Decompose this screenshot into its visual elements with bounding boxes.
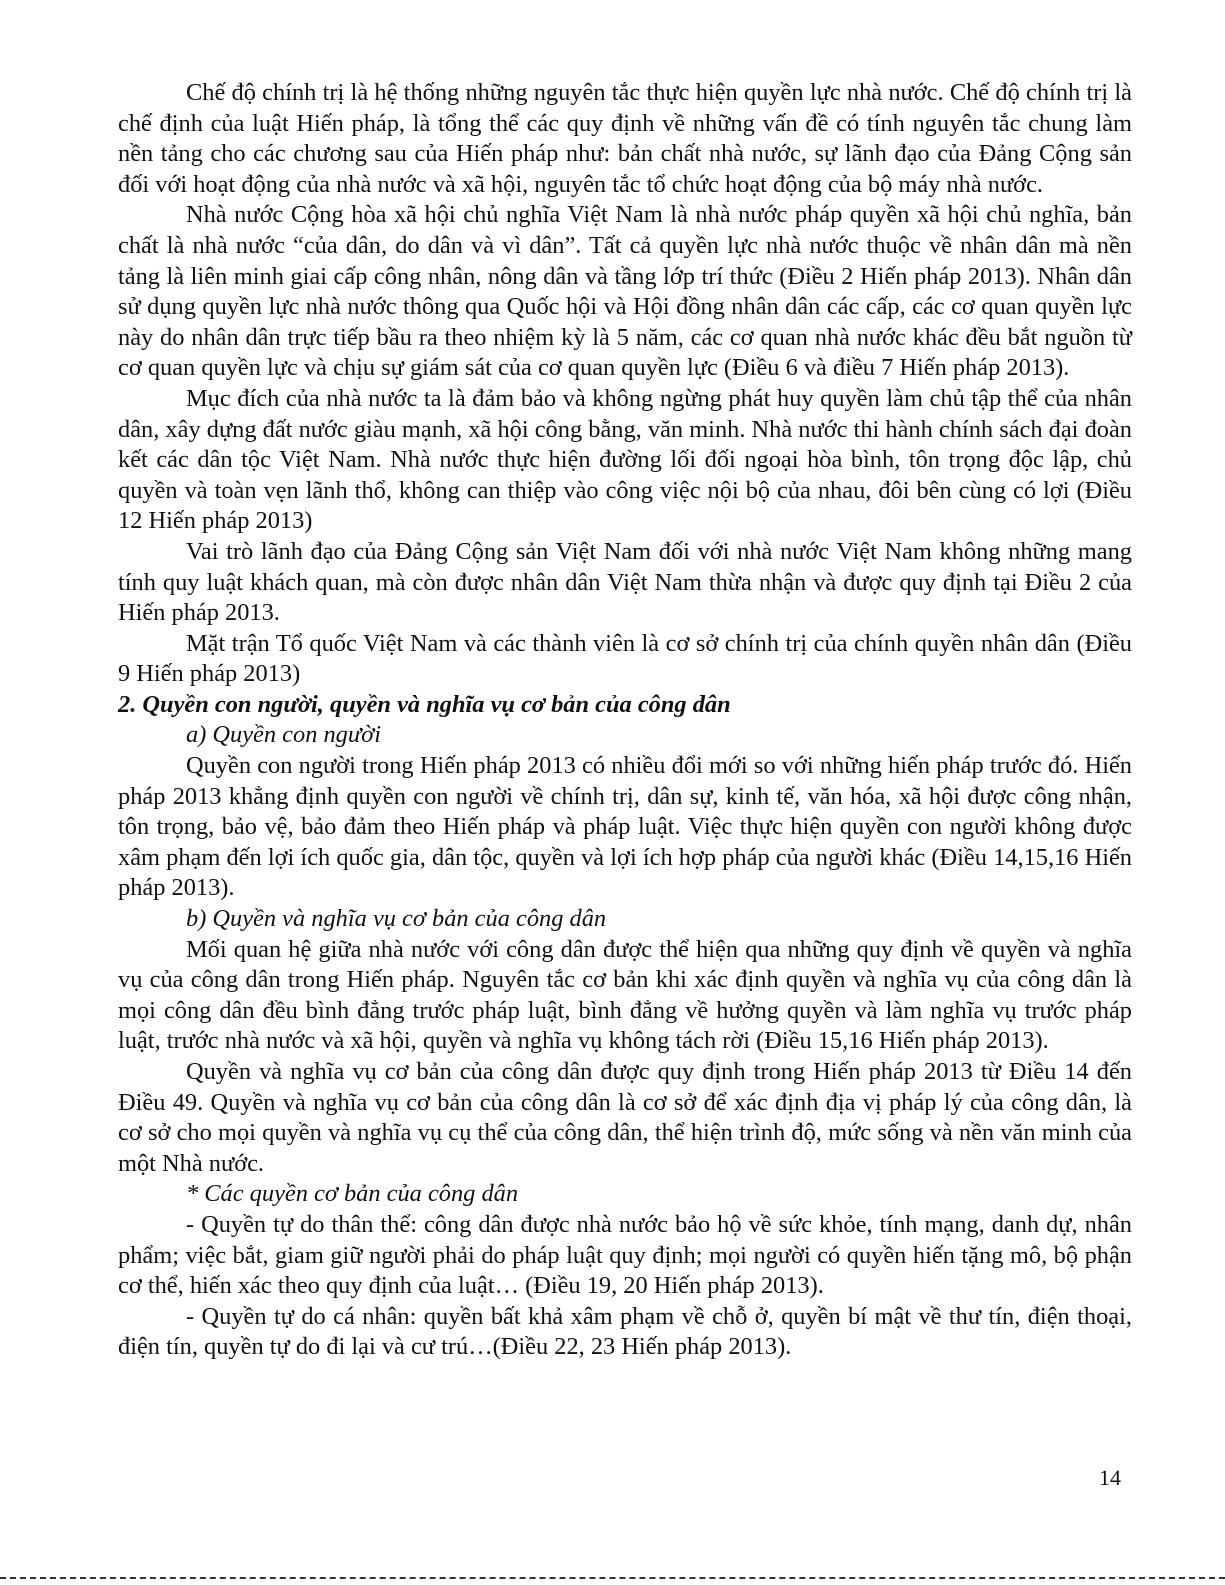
subheading-human-rights: a) Quyền con người: [186, 721, 381, 749]
paragraph-party-role: Vai trò lãnh đạo của Đảng Cộng sản Việt Nam đối với nhà nước Việt Nam không những mang tính quy luật khách quan, mà còn được nhân dân Việt Nam thừa nhận và được quy định tại Điều 2 của Hiến pháp 2013.: [118, 537, 1132, 627]
paragraph-political-regime: Chế độ chính trị là hệ thống những nguyên tắc thực hiện quyền lực nhà nước. Chế độ chính trị là chế định của luật Hiến pháp, là tổng thể các quy định về những vấn đề có tính nguyên tắc chung làm nền tảng cho các chương sau của Hiến pháp như: bản chất nhà nước, sự lãnh đạo của Đảng Cộng sản đối với hoạt động của nhà nước và xã hội, nguyên tắc tổ chức hoạt động của bộ máy nhà nước.: [118, 79, 1132, 198]
page-number: 14: [1099, 1465, 1121, 1490]
paragraph-human-rights: Quyền con người trong Hiến pháp 2013 có nhiều đổi mới so với những hiến pháp trước đó. Hiến pháp 2013 khẳng định quyền con người về chính trị, dân sự, kinh tế, văn hóa, xã hội được công nhận, tôn trọng, bảo vệ, bảo đảm theo Hiến pháp và pháp luật. Việc thực hiện quyền con người không được xâm phạm đến lợi ích quốc gia, dân tộc, quyền và lợi ích hợp pháp của người khác (Điều 14,15,16 Hiến pháp 2013).: [118, 752, 1132, 902]
paragraph-state-purpose: Mục đích của nhà nước ta là đảm bảo và không ngừng phát huy quyền làm chủ tập thể của nhân dân, xây dựng đất nước giàu mạnh, xã hội công bằng, văn minh. Nhà nước thi hành chính sách đại đoàn kết các dân tộc Việt Nam. Nhà nước thực hiện đường lối đối ngoại hòa bình, tôn trọng độc lập, chủ quyền và toàn vẹn lãnh thổ, không can thiệp vào công việc nội bộ của nhau, đôi bên cùng có lợi (Điều 12 Hiến pháp 2013): [118, 384, 1132, 535]
document-page: [118, 78, 1132, 1363]
paragraph-state-citizen-relation: Mối quan hệ giữa nhà nước với công dân được thể hiện qua những quy định về quyền và nghĩa vụ của công dân trong Hiến pháp. Nguyên tắc cơ bản khi xác định quyền và nghĩa vụ của công dân là mọi công dân đều bình đẳng trước pháp luật, bình đẳng về hưởng quyền và làm nghĩa vụ trước pháp luật, trước nhà nước và xã hội, quyền và nghĩa vụ không tách rời (Điều 15,16 Hiến pháp 2013).: [118, 935, 1132, 1055]
section-heading: 2. Quyền con người, quyền và nghĩa vụ cơ bản của công dân: [118, 690, 731, 718]
paragraph-basic-rights-scope: Quyền và nghĩa vụ cơ bản của công dân được quy định trong Hiến pháp 2013 từ Điều 14 đến Điều 49. Quyền và nghĩa vụ cơ bản của công dân là cơ sở để xác định địa vị pháp lý của công dân, là cơ sở cho mọi quyền và nghĩa vụ cụ thể của công dân, thể hiện trình độ, mức sống và nền văn minh của một Nhà nước.: [118, 1058, 1132, 1177]
list-item-personal-freedom: - Quyền tự do cá nhân: quyền bất khả xâm phạm về chỗ ở, quyền bí mật về thư tín, điện thoại, điện tín, quyền tự do đi lại và cư trú…(Điều 22, 23 Hiến pháp 2013).: [118, 1302, 1132, 1361]
subheading-citizen-rights: b) Quyền và nghĩa vụ cơ bản của công dân: [186, 905, 607, 933]
paragraph-fatherland-front: Mặt trận Tổ quốc Việt Nam và các thành viên là cơ sở chính trị của chính quyền nhân dân (Điều 9 Hiến pháp 2013): [118, 629, 1132, 688]
paragraph-state-nature: Nhà nước Cộng hòa xã hội chủ nghĩa Việt Nam là nhà nước pháp quyền xã hội chủ nghĩa, bản chất là nhà nước “của dân, do dân và vì dân”. Tất cả quyền lực nhà nước thuộc về nhân dân mà nền tảng là liên minh giai cấp công nhân, nông dân và tầng lớp trí thức (Điều 2 Hiến pháp 2013). Nhân dân sử dụng quyền lực nhà nước thông qua Quốc hội và Hội đồng nhân dân các cấp, các cơ quan quyền lực này do nhân dân trực tiếp bầu ra theo nhiệm kỳ là 5 năm, các cơ quan nhà nước khác đều bắt nguồn từ cơ quan quyền lực và chịu sự giám sát của cơ quan quyền lực (Điều 6 và điều 7 Hiến pháp 2013).: [118, 201, 1132, 382]
page-bottom-divider: [0, 1577, 1225, 1580]
subheading-basic-rights-list: * Các quyền cơ bản của công dân: [186, 1180, 519, 1208]
list-item-bodily-freedom: - Quyền tự do thân thể: công dân được nhà nước bảo hộ về sức khỏe, tính mạng, danh dự, nhân phẩm; việc bắt, giam giữ người phải do pháp luật quy định; mọi người có quyền hiến tặng mô, bộ phận cơ thể, hiến xác theo quy định của luật… (Điều 19, 20 Hiến pháp 2013).: [118, 1210, 1132, 1300]
